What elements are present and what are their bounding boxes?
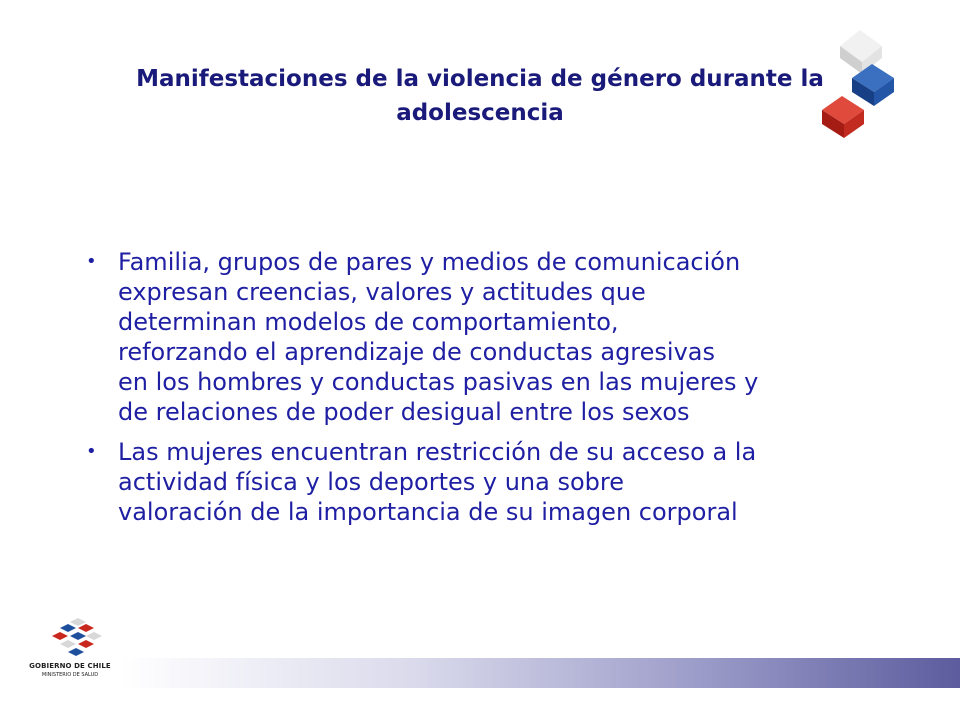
bullet-1-line-2: expresan creencias, valores y actitudes que bbox=[118, 278, 646, 306]
bullet-1-line-1: Familia, grupos de pares y medios de comunicación bbox=[118, 248, 741, 276]
footer-gradient-bar bbox=[120, 658, 960, 688]
bullet-2-line-1: Las mujeres encuentran restricción de su acceso a la bbox=[118, 438, 757, 466]
bullet-1-line-4: reforzando el aprendizaje de conductas agresivas bbox=[118, 338, 715, 366]
bullet-icon: • bbox=[86, 251, 97, 272]
bullet-2-line-3: valoración de la importancia de su imagen corporal bbox=[118, 498, 738, 526]
bullet-icon: • bbox=[86, 441, 97, 462]
bullet-1-line-3: determinan modelos de comportamiento, bbox=[118, 308, 619, 336]
gobierno-de-chile-logo bbox=[22, 616, 118, 688]
bullet-item-1 bbox=[86, 247, 906, 427]
title-line-1: Manifestaciones de la violencia de género durante la bbox=[136, 66, 824, 92]
title-line-2: adolescencia bbox=[396, 100, 564, 126]
bullet-item-2 bbox=[86, 437, 906, 527]
slide-title bbox=[60, 62, 900, 130]
bullet-1-line-5: en los hombres y conductas pasivas en las mujeres y bbox=[118, 368, 759, 396]
bullet-2-line-2: actividad física y los deportes y una sobre bbox=[118, 468, 625, 496]
bullet-list bbox=[86, 247, 906, 537]
logo-subname: MINISTERIO DE SALUD bbox=[41, 672, 99, 678]
logo-cubes-icon bbox=[22, 616, 118, 662]
bullet-1-line-6: de relaciones de poder desigual entre los sexos bbox=[118, 398, 690, 426]
logo-name: GOBIERNO DE CHILE bbox=[29, 662, 111, 670]
